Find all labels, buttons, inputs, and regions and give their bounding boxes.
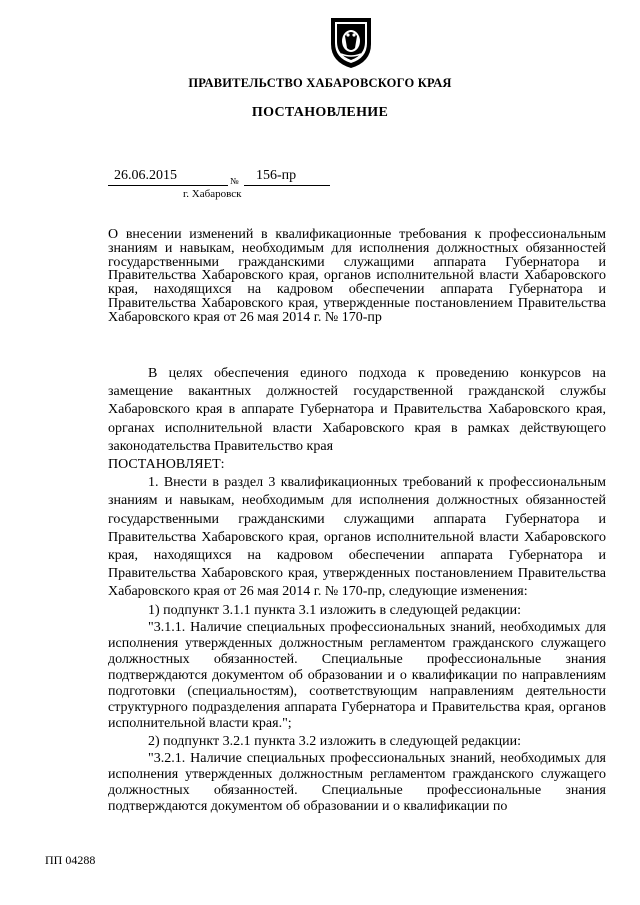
coat-of-arms-icon [327, 14, 375, 70]
item-1-paragraph: 1. Внести в раздел 3 квалификационных требований к профессиональным знаниям и навыкам, необходимым для исполнения должностных обязанностей государственными гражданскими служащими аппарата Губернатора и Правительства Хабаровского края, органов исполнительной власти Хабаровского края, находящихся на кадровом обеспечении аппарата Губернатора и Правительства Хабаровского края, утвержденных постановлением Правительства Хабаровского края от 26 мая 2014 г. № 170-пр, следующие изменения: [108, 475, 606, 600]
subitem-2: 2) подпункт 3.2.1 пункта 3.2 изложить в следующей редакции: [148, 733, 521, 749]
document-type: ПОСТАНОВЛЕНИЕ [251, 105, 389, 120]
document-title: О внесении изменений в квалификационные требования к профессиональным знаниям и навыкам, необходимым для исполнения должностных обязанностей государственными гражданскими служащими аппарата Губернатора и Правительства Хабаровского края, органов исполнительной власти Хабаровского края, находящихся на кадровом обеспечении аппарата Губернатора и Правительства Хабаровского края, утвержденные постановлением Правительства Хабаровского края от 26 мая 2014 г. № 170-пр [108, 227, 606, 325]
document-body [108, 365, 606, 815]
intro-paragraph: В целях обеспечения единого подхода к проведению конкурсов на замещение вакантных должностей государственной гражданской службы Хабаровского края в аппарате Губернатора и Правительства Хабаровского края, органах исполнительной власти Хабаровского края в рамках действующего законодательства Правительство края [108, 366, 606, 454]
resolves-heading: ПОСТАНОВЛЯЕТ: [108, 457, 225, 473]
subitem-1: 1) подпункт 3.1.1 пункта 3.1 изложить в следующей редакции: [148, 602, 521, 618]
document-number: 156-пр [244, 167, 330, 186]
organization-name: ПРАВИТЕЛЬСТВО ХАБАРОВСКОГО КРАЯ [188, 76, 452, 90]
footer-code: ПП 04288 [45, 853, 96, 867]
city: г. Хабаровск [183, 188, 242, 200]
quote-3-1-1: "3.1.1. Наличие специальных профессиональных знаний, необходимых для исполнения утвержденных должностным регламентом гражданского служащего должностных обязанностей. Специальные профессиональные знания подтверждаются документом об образовании и о квалификации по направлениям подготовки (специальностям), соответствующим направлениям деятельности структурного подразделения аппарата Губернатора и Правительства края, органов исполнительной власти края."; [108, 619, 606, 732]
number-sign: № [230, 176, 239, 186]
quote-3-2-1: "3.2.1. Наличие специальных профессиональных знаний, необходимых для исполнения утвержденных должностным регламентом гражданского служащего должностных обязанностей. Специальные профессиональные знания подтверждаются документом об образовании и о квалификации по [108, 750, 606, 814]
document-date: 26.06.2015 [108, 167, 228, 186]
